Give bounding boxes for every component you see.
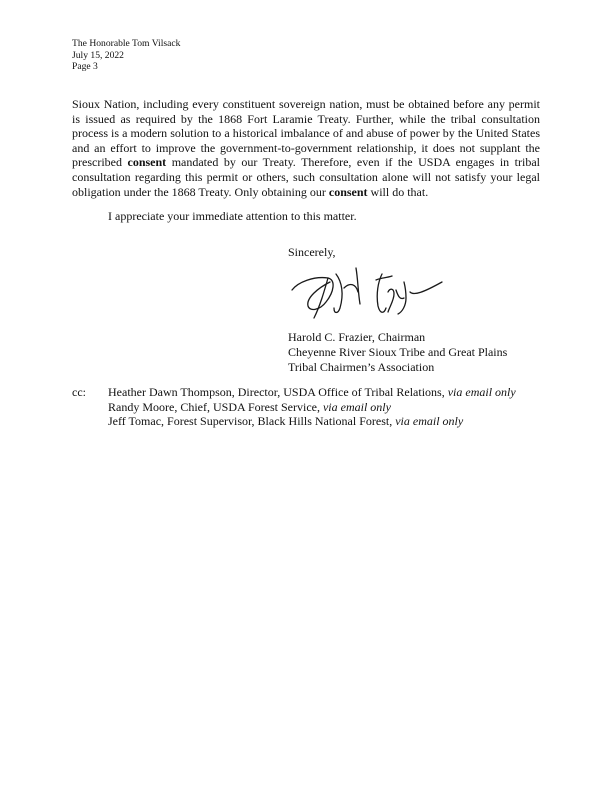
body-line: and an effort to improve the government-to-government relationship, it does not supplant the	[72, 140, 540, 155]
cc-entry: Randy Moore, Chief, USDA Forest Service, via email only	[108, 399, 391, 414]
body-paragraph	[72, 97, 540, 199]
handwritten-signature	[284, 252, 454, 322]
body-line: Sioux Nation, including every constituent sovereign nation, must be obtained before any permit	[72, 97, 540, 111]
closing-paragraph: I appreciate your immediate attention to this matter.	[108, 209, 357, 223]
valediction: Sincerely,	[288, 245, 336, 259]
body-line: prescribed consent mandated by our Treaty. Therefore, even if the USDA engages in tribal	[72, 155, 540, 170]
signer-block	[288, 330, 507, 375]
page-header	[72, 38, 180, 73]
header-recipient: The Honorable Tom Vilsack	[72, 38, 181, 49]
cc-delivery-note: via email only	[395, 414, 464, 428]
header-page-number: Page 3	[72, 61, 98, 72]
header-date: July 15, 2022	[72, 49, 124, 61]
signer-organization-line1: Cheyenne River Sioux Tribe and Great Plains	[288, 345, 508, 359]
cc-label: cc:	[72, 385, 86, 399]
cc-delivery-note: via email only	[447, 385, 516, 399]
cc-list	[108, 385, 516, 429]
cc-entry: Jeff Tomac, Forest Supervisor, Black Hills National Forest, via email only	[108, 414, 464, 428]
consent-emphasis: consent	[328, 184, 368, 199]
body-line: process is a modern solution to a historical imbalance of and abuse of power by the United States	[72, 126, 540, 141]
body-line: is issued as required by the 1868 Fort Laramie Treaty. Further, while the tribal consultation	[72, 111, 540, 126]
body-line: consultation regarding this permit or others, such consultation alone will not satisfy your legal	[72, 169, 540, 184]
cc-entry: Heather Dawn Thompson, Director, USDA Office of Tribal Relations, via email only	[108, 385, 516, 399]
signer-organization-line2: Tribal Chairmen’s Association	[288, 360, 435, 374]
cc-delivery-note: via email only	[322, 399, 391, 414]
body-line: obligation under the 1868 Treaty. Only obtaining our consent will do that.	[72, 184, 429, 199]
consent-emphasis: consent	[127, 155, 167, 170]
signer-name: Harold C. Frazier, Chairman	[288, 330, 426, 344]
